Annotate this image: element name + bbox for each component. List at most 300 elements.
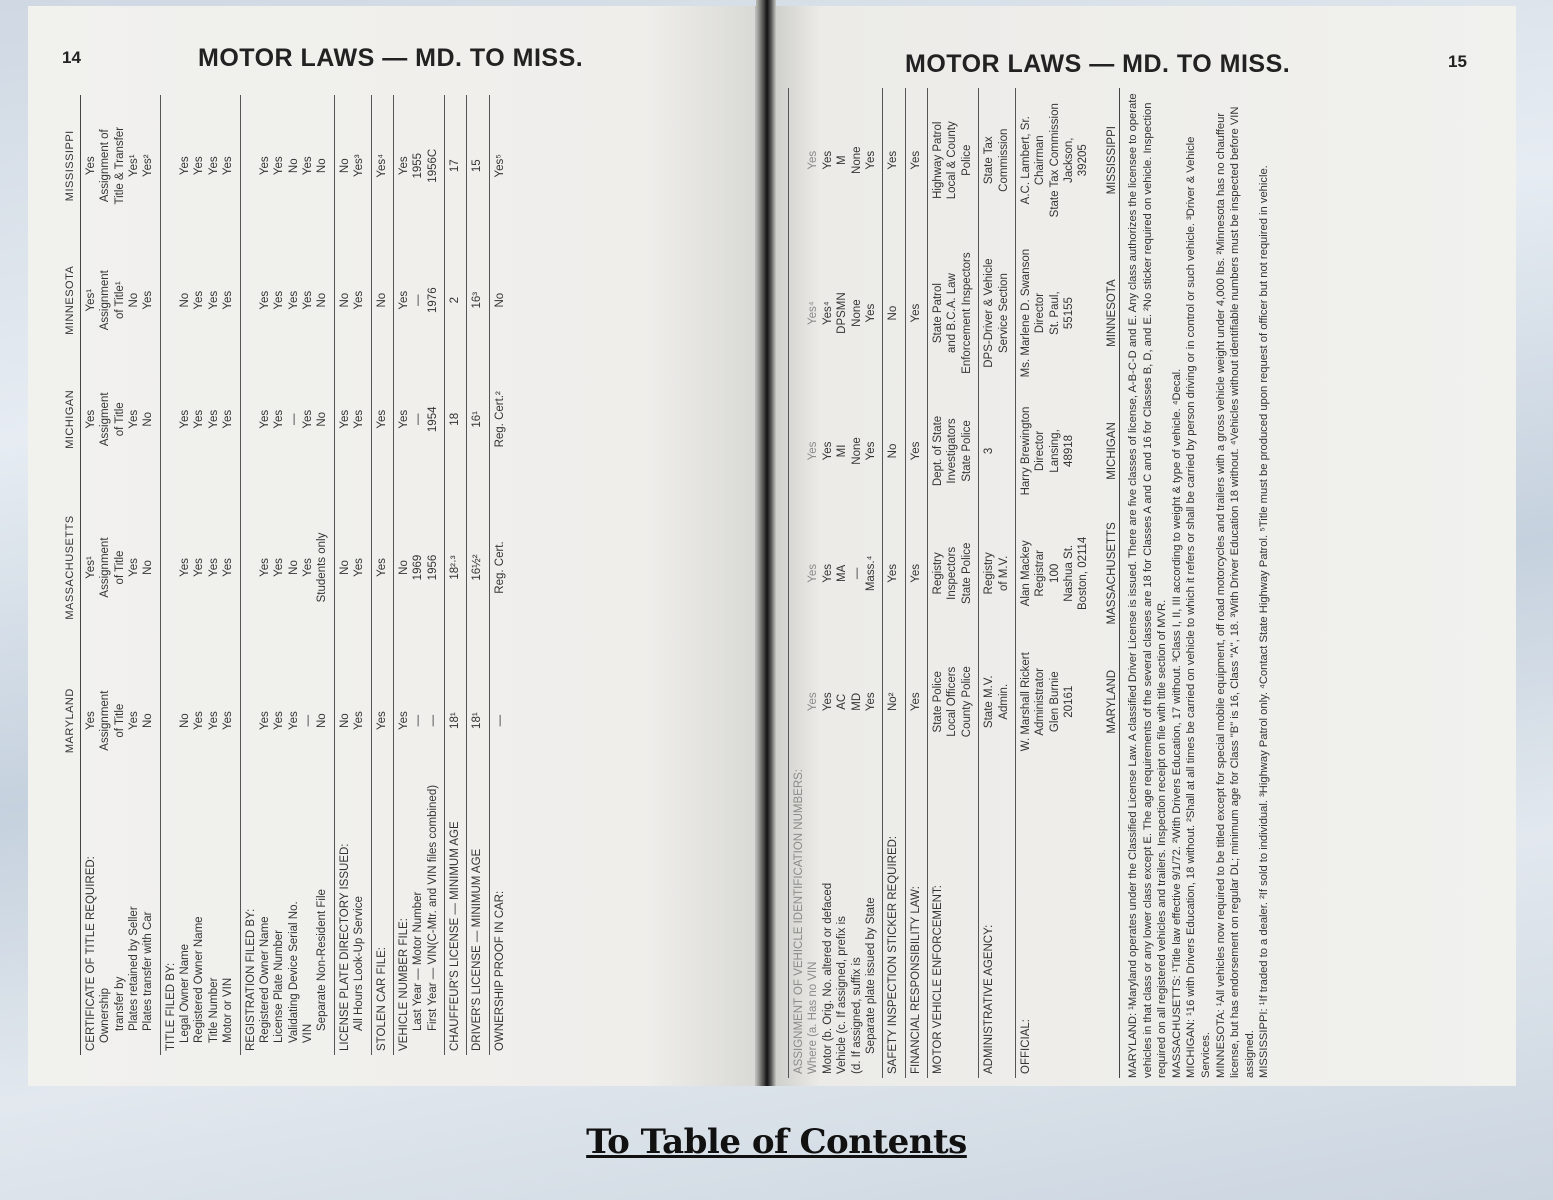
cell-minnesota: No <box>371 236 393 363</box>
cell-label: Ownership <box>99 988 112 1043</box>
cell-label: License Plate Number <box>273 929 286 1043</box>
footnote-minnesota: MINNESOTA: ¹All vehicles now required to be titled except for special mobile equipment, off road motorcycles and trailers with a gross vehicle weight under 4,000 lbs. ²Minnesota has no chauffeur license, but has endorsement on regular DL; minimum age for Class "B" is 16, Class "A", 18. ³With Driver Education 18 without. ⁴Vehicles without identifiable numbers must be inspected before VIN assigned. <box>1214 106 1256 1078</box>
cell-mississippi: State Tax Commission <box>1048 103 1061 218</box>
cell-maryland: Yes <box>864 692 877 712</box>
table-row <box>883 88 905 1078</box>
cell-label: Legal Owner Name <box>179 943 191 1043</box>
cell-maryland: Local Officers <box>946 666 959 737</box>
cell-minnesota <box>160 236 178 363</box>
cell-minnesota: — <box>412 294 425 306</box>
cell-massachusetts: Mass.⁴ <box>864 555 877 592</box>
cell-minnesota: Yes <box>222 290 235 310</box>
cell-michigan: Lansing, <box>1048 429 1061 473</box>
cell-label: ASSIGNMENT OF VEHICLE IDENTIFICATION NUMBERS: <box>789 765 807 1078</box>
cell-maryland: No <box>316 713 329 728</box>
cell-minnesota: Yes <box>302 290 314 310</box>
cell-label: First Year — VIN(C-Mtr. and VIN files combined) <box>426 784 439 1031</box>
cell-minnesota: and B.C.A. Law <box>946 273 959 354</box>
cell-michigan: Yes <box>258 409 271 429</box>
cell-massachusetts: Yes <box>193 558 206 577</box>
cell-maryland <box>160 660 178 781</box>
cell-label: All Hours Look-Up Service <box>353 896 366 1031</box>
table-row <box>489 95 511 1055</box>
cell-label: VIN <box>302 1023 314 1043</box>
cell-maryland: Admin. <box>997 683 1010 720</box>
cell-minnesota: No <box>127 292 140 308</box>
cell-massachusetts: Yes <box>905 508 927 638</box>
cell-minnesota: Yes <box>393 236 411 363</box>
cell-maryland: Yes <box>80 660 98 781</box>
cell-michigan: State Police <box>960 420 973 482</box>
cell-michigan: None <box>850 437 863 465</box>
table-row <box>287 95 301 1055</box>
left-table-body <box>80 95 511 1055</box>
cell-massachusetts: 1956 <box>426 554 439 581</box>
cell-minnesota: of Title¹ <box>113 281 126 320</box>
cell-minnesota <box>1076 232 1094 393</box>
table-row <box>352 95 371 1055</box>
cell-mississippi: Highway Patrol <box>928 88 946 232</box>
cell-massachusetts: Registry <box>928 508 946 638</box>
cell-label: CERTIFICATE OF TITLE REQUIRED: <box>80 781 98 1055</box>
cell-minnesota: Enforcement Inspectors <box>960 252 973 374</box>
cell-mississippi: Yes⁵ <box>489 95 511 236</box>
cell-mississippi: 15 <box>467 95 489 236</box>
cell-label: Motor or VIN <box>222 977 235 1043</box>
cell-mississippi <box>240 95 258 236</box>
cell-michigan: Yes <box>371 364 393 475</box>
cell-maryland: 18¹ <box>445 660 467 781</box>
cell-minnesota: 1976 <box>426 287 439 313</box>
cell-massachusetts: 1969 <box>412 554 425 581</box>
cell-massachusetts: Reg. Cert. <box>489 475 511 661</box>
footnotes <box>1126 88 1272 1078</box>
table-row <box>98 95 112 1055</box>
left-table <box>62 95 511 1055</box>
left-rotated-table <box>62 95 511 1055</box>
cell-massachusetts: Yes <box>207 558 220 577</box>
cell-label: Validating Device Serial No. <box>287 901 300 1043</box>
table-row <box>315 95 334 1055</box>
cell-minnesota <box>240 236 258 363</box>
cell-maryland: 18¹ <box>467 660 489 781</box>
cell-massachusetts: Yes <box>353 558 366 577</box>
cell-label: Plates transfer with Car <box>142 911 155 1031</box>
cell-mississippi: Yes <box>222 156 235 176</box>
right-page-number: 15 <box>1448 52 1467 71</box>
cell-michigan: Assigment <box>99 392 112 447</box>
cell-michigan: Yes <box>127 409 140 429</box>
right-footer-michigan: MICHIGAN <box>1095 394 1120 508</box>
table-row <box>334 95 352 1055</box>
cell-mississippi: 39205 <box>1077 144 1090 177</box>
table-row <box>207 95 221 1055</box>
cell-massachusetts: Alan Mackey <box>1015 508 1033 638</box>
cell-minnesota: Yes⁴ <box>821 301 834 325</box>
book-gutter <box>756 0 776 1086</box>
right-footer-massachusetts: MASSACHUSETTS <box>1095 508 1120 638</box>
cell-label: transfer by <box>113 976 126 1031</box>
table-row <box>1076 88 1094 1078</box>
cell-massachusetts: — <box>850 567 863 580</box>
cell-massachusetts: Yes <box>179 558 191 577</box>
table-row <box>160 95 178 1055</box>
table-row <box>80 95 98 1055</box>
left-page-number: 14 <box>62 48 81 67</box>
table-row <box>258 95 272 1055</box>
cell-massachusetts <box>789 508 807 638</box>
cell-minnesota: Yes <box>193 290 206 310</box>
cell-maryland: — <box>426 714 439 727</box>
cell-michigan: Yes <box>179 409 191 429</box>
table-row <box>979 88 997 1078</box>
left-header-maryland: MARYLAND <box>62 660 80 781</box>
cell-michigan: — <box>412 413 425 426</box>
cell-maryland: Assignment <box>99 690 112 751</box>
cell-mississippi: Assignment of <box>99 129 112 203</box>
cell-minnesota: Yes <box>258 290 271 310</box>
cell-label: SAFETY INSPECTION STICKER REQUIRED: <box>883 765 905 1078</box>
right-table-body <box>789 88 1095 1078</box>
cell-mississippi: 17 <box>445 95 467 236</box>
cell-massachusetts: No <box>334 475 352 661</box>
cell-mississippi: Yes <box>807 150 820 170</box>
cell-mississippi: Yes¹ <box>127 154 140 178</box>
cell-minnesota: No <box>883 232 905 393</box>
cell-michigan: Yes <box>353 409 366 429</box>
cell-minnesota: DPSMN <box>836 292 849 334</box>
cell-minnesota: None <box>850 299 863 327</box>
cell-massachusetts <box>160 475 178 661</box>
cell-label: LICENSE PLATE DIRECTORY ISSUED: <box>334 781 352 1055</box>
cell-label: REGISTRATION FILED BY: <box>240 781 258 1055</box>
cell-massachusetts: Registrar <box>1034 550 1047 597</box>
cell-label <box>945 765 959 1078</box>
cell-minnesota: No <box>179 292 191 308</box>
table-row <box>835 88 849 1078</box>
cell-michigan: 18 <box>445 364 467 475</box>
cell-michigan: Yes <box>905 394 927 508</box>
cell-minnesota <box>789 232 807 393</box>
left-header-blank <box>62 781 80 1055</box>
cell-label: Motor (b. Orig. No. altered or defaced <box>821 882 834 1074</box>
footnote-michigan: MICHIGAN: ¹16 with Drivers Education, 18 without. ²Shall at all times be carried on vehicle to which it refers or shall be carried by person driving or in control or such vehicle. ³Driver & Vehicle Services. <box>1185 136 1212 1078</box>
cell-mississippi: Police <box>960 144 973 176</box>
footnote-maryland: MARYLAND: ¹Maryland operates under the Classified License Law. A classified Driver License is issued. There are five classes of license, A-B-C-D and E. Any class authorizes the licensee to operate vehicles in that class or any lower class except E. The age requirements of the several classes are 18 for Classes A and C and 16 for Classes B, D, and E. ²No sticker required on vehicle. Inspection required on all registered vehicles and trailers. Inspection receipt on file with title section of MVR. <box>1127 93 1169 1078</box>
table-row <box>789 88 807 1078</box>
cell-michigan: Dept. of State <box>928 394 946 508</box>
cell-minnesota: State Patrol <box>928 232 946 393</box>
cell-maryland: Yes <box>258 711 271 731</box>
table-row <box>445 95 467 1055</box>
cell-maryland: AC <box>836 693 849 710</box>
cell-maryland: — <box>412 714 425 727</box>
table-row <box>371 95 393 1055</box>
cell-mississippi: Yes² <box>142 154 155 178</box>
cell-mississippi: A.C. Lambert, Sr. <box>1015 88 1033 232</box>
cell-mississippi: Yes³ <box>353 154 366 178</box>
cell-mississippi: Yes⁴ <box>371 95 393 236</box>
cell-minnesota: Yes <box>353 290 366 310</box>
cell-michigan <box>160 364 178 475</box>
cell-minnesota: No <box>316 292 329 308</box>
right-footer-blank <box>1095 765 1120 1078</box>
cell-label: Registered Owner Name <box>258 916 271 1043</box>
cell-mississippi: State Tax <box>979 88 997 232</box>
cell-label <box>1062 765 1076 1078</box>
cell-michigan: 16¹ <box>467 364 489 475</box>
cell-massachusetts: Yes <box>371 475 393 661</box>
cell-michigan: No <box>142 411 155 427</box>
cell-maryland: Yes <box>353 711 366 731</box>
cell-michigan <box>789 394 807 508</box>
cell-mississippi: M <box>836 155 849 166</box>
cell-label: (d. If assigned, suffix is <box>850 957 863 1074</box>
cell-michigan: — <box>287 413 300 426</box>
table-row <box>960 88 979 1078</box>
right-page-title: MOTOR LAWS — MD. TO MISS. <box>905 50 1291 78</box>
table-row <box>240 95 258 1055</box>
cell-mississippi: 1955 <box>412 152 425 179</box>
cell-massachusetts: Yes <box>302 558 314 577</box>
cell-michigan: Yes <box>193 409 206 429</box>
cell-maryland <box>1076 638 1094 765</box>
table-row <box>467 95 489 1055</box>
cell-label: MOTOR VEHICLE ENFORCEMENT: <box>928 765 946 1078</box>
cell-minnesota: No <box>489 236 511 363</box>
cell-mississippi: None <box>850 146 863 174</box>
cell-massachusetts: Yes <box>821 563 834 583</box>
cell-maryland: No² <box>883 638 905 765</box>
cell-mississippi: No <box>334 95 352 236</box>
cell-massachusetts: 18²·³ <box>445 475 467 661</box>
cell-maryland: County Police <box>960 666 973 738</box>
table-row <box>850 88 864 1078</box>
table-row <box>411 95 425 1055</box>
cell-mississippi: Chairman <box>1034 135 1047 186</box>
cell-michigan: Yes <box>222 409 235 429</box>
cell-minnesota: Assignment <box>99 270 112 331</box>
cell-michigan: Yes <box>302 409 314 429</box>
cell-massachusetts: Yes <box>807 563 820 583</box>
cell-minnesota: Service Section <box>997 273 1010 354</box>
cell-michigan: 48918 <box>1063 434 1075 467</box>
cell-maryland <box>240 660 258 781</box>
cell-michigan: Yes <box>80 364 98 475</box>
left-header-mississippi: MISSISSIPPI <box>62 95 80 236</box>
cell-michigan: Yes <box>334 364 352 475</box>
cell-maryland: Yes <box>193 711 206 731</box>
table-row <box>272 95 286 1055</box>
cell-minnesota: 55155 <box>1063 297 1075 330</box>
cell-mississippi: Yes <box>207 156 220 176</box>
cell-minnesota: Yes¹ <box>80 236 98 363</box>
cell-michigan: Investigators <box>946 418 959 484</box>
cell-massachusetts: Yes <box>222 558 235 577</box>
cell-maryland: No <box>334 660 352 781</box>
right-table-footer <box>1095 88 1120 1078</box>
cell-minnesota: Yes⁴ <box>807 301 820 325</box>
cell-maryland: MD <box>850 692 863 711</box>
cell-massachusetts: Inspectors <box>946 546 959 600</box>
cell-mississippi: Yes <box>883 88 905 232</box>
cell-label: Registered Owner Name <box>193 916 206 1043</box>
cell-label: VEHICLE NUMBER FILE: <box>393 781 411 1055</box>
cell-maryland: Glen Burnie <box>1048 671 1061 733</box>
cell-mississippi: Title & Transfer <box>113 126 126 205</box>
table-row <box>113 95 127 1055</box>
cell-mississippi: No <box>316 158 329 174</box>
cell-maryland: 20161 <box>1063 685 1075 718</box>
cell-michigan: Yes <box>807 441 820 461</box>
cell-minnesota: St. Paul, <box>1048 291 1061 335</box>
cell-mississippi <box>160 95 178 236</box>
cell-maryland <box>789 638 807 765</box>
right-rotated-table <box>788 88 1272 1078</box>
left-header-massachusetts: MASSACHUSETTS <box>62 475 80 661</box>
table-row <box>178 95 192 1055</box>
table-row <box>426 95 445 1055</box>
cell-massachusetts: No <box>287 560 300 575</box>
cell-maryland: W. Marshall Rickert <box>1015 638 1033 765</box>
table-row <box>864 88 883 1078</box>
cell-michigan: Yes <box>821 441 834 461</box>
cell-minnesota: Yes <box>273 290 286 310</box>
cell-minnesota: Director <box>1034 292 1047 334</box>
cell-michigan: Director <box>1034 430 1047 472</box>
table-row <box>1062 88 1076 1078</box>
cell-massachusetts: MA <box>836 564 849 582</box>
cell-minnesota: 2 <box>445 236 467 363</box>
table-row <box>1015 88 1033 1078</box>
right-footer-maryland: MARYLAND <box>1095 638 1120 765</box>
cell-minnesota: 16³ <box>467 236 489 363</box>
cell-massachusetts: Yes¹ <box>80 475 98 661</box>
cell-maryland: Yes <box>207 711 220 731</box>
cell-mississippi: Yes <box>193 156 206 176</box>
cell-minnesota: Yes <box>864 303 877 323</box>
table-row <box>301 95 315 1055</box>
cell-massachusetts: Students only <box>316 532 329 603</box>
cell-maryland: Yes <box>905 638 927 765</box>
cell-mississippi: Yes <box>80 95 98 236</box>
cell-massachusetts: State Police <box>960 542 973 605</box>
cell-minnesota: No <box>334 236 352 363</box>
cell-minnesota: Yes <box>207 290 220 310</box>
cell-massachusetts: Yes <box>883 508 905 638</box>
cell-maryland: Yes <box>287 711 300 731</box>
cell-michigan: Yes <box>393 364 411 475</box>
cell-michigan: Yes <box>864 441 877 461</box>
cell-massachusetts: Yes <box>127 558 140 577</box>
cell-label <box>1033 765 1047 1078</box>
cell-massachusetts: 16½² <box>467 475 489 661</box>
cell-maryland: Yes <box>273 711 286 731</box>
cell-michigan <box>1076 394 1094 508</box>
cell-mississippi: Yes <box>864 150 877 170</box>
cell-maryland: State M.V. <box>979 638 997 765</box>
cell-maryland: — <box>489 660 511 781</box>
cell-label: Where (a. Has no VIN <box>807 961 820 1074</box>
cell-mississippi: 1956C <box>426 148 439 183</box>
left-header-minnesota: MINNESOTA <box>62 236 80 363</box>
cell-maryland: No <box>179 713 191 728</box>
cell-massachusetts: of M.V. <box>997 555 1010 592</box>
table-row <box>127 95 141 1055</box>
cell-massachusetts: No <box>142 560 155 575</box>
cell-label: STOLEN CAR FILE: <box>371 781 393 1055</box>
table-row <box>806 88 820 1078</box>
footnote-mississippi: MISSISSIPPI: ¹If traded to a dealer. ²If sold to individual. ³Highway Patrol only. ⁴Contact State Highway Patrol. ⁵Title must be produced upon request of officer but not required in vehicle. <box>1258 165 1271 1078</box>
cell-mississippi: No <box>287 158 300 174</box>
table-row <box>393 95 411 1055</box>
table-of-contents-link[interactable]: To Table of Contents <box>586 1122 967 1162</box>
cell-label: Plates retained by Seller <box>127 906 140 1031</box>
right-footer-minnesota: MINNESOTA <box>1095 232 1120 393</box>
cell-massachusetts: No <box>393 475 411 661</box>
cell-massachusetts: Yes <box>273 558 286 577</box>
cell-michigan: MI <box>836 444 849 458</box>
cell-minnesota: Yes <box>287 290 300 310</box>
cell-label: Separate Non-Resident File <box>316 889 329 1031</box>
cell-massachusetts: Nashua St. <box>1063 544 1075 602</box>
right-footer-mississippi: MISSISSIPPI <box>1095 88 1120 232</box>
cell-massachusetts: Assignment <box>99 537 112 598</box>
cell-minnesota: DPS-Driver & Vehicle <box>979 232 997 393</box>
cell-maryland: Yes <box>393 660 411 781</box>
cell-minnesota: Yes <box>142 290 155 310</box>
cell-massachusetts: 100 <box>1048 563 1061 583</box>
table-row <box>141 95 160 1055</box>
table-row <box>1048 88 1062 1078</box>
cell-michigan: 3 <box>979 394 997 508</box>
cell-minnesota: Yes <box>905 232 927 393</box>
cell-label: Title Number <box>207 977 220 1043</box>
right-table <box>788 88 1120 1078</box>
cell-michigan: of Title <box>113 402 126 437</box>
cell-minnesota: Ms. Marlene D. Swanson <box>1015 232 1033 393</box>
cell-label <box>960 765 979 1078</box>
cell-mississippi: Yes <box>273 156 286 176</box>
cell-mississippi: Jackson, <box>1063 137 1075 183</box>
cell-mississippi: Local & County <box>946 121 959 200</box>
cell-maryland: — <box>302 714 314 727</box>
cell-label: OWNERSHIP PROOF IN CAR: <box>489 781 511 1055</box>
cell-mississippi: Yes <box>393 95 411 236</box>
cell-mississippi: Commission <box>997 128 1010 192</box>
cell-mississippi <box>789 88 807 232</box>
left-page-title: MOTOR LAWS — MD. TO MISS. <box>198 44 584 72</box>
cell-michigan: Yes <box>273 409 286 429</box>
cell-michigan <box>997 394 1016 508</box>
cell-mississippi: Yes <box>179 156 191 176</box>
table-row <box>1033 88 1047 1078</box>
cell-label: CHAUFFEUR'S LICENSE — MINIMUM AGE <box>445 781 467 1055</box>
cell-michigan: 1954 <box>426 406 439 433</box>
table-row <box>221 95 240 1055</box>
table-row <box>905 88 927 1078</box>
cell-michigan <box>240 364 258 475</box>
cell-mississippi: Yes <box>302 156 314 176</box>
cell-massachusetts: of Title <box>113 550 126 585</box>
cell-michigan: Yes <box>207 409 220 429</box>
table-row <box>821 88 835 1078</box>
cell-maryland: of Title <box>113 703 126 738</box>
cell-massachusetts <box>240 475 258 661</box>
cell-massachusetts: Registry <box>979 508 997 638</box>
cell-mississippi: Yes <box>905 88 927 232</box>
table-row <box>945 88 959 1078</box>
